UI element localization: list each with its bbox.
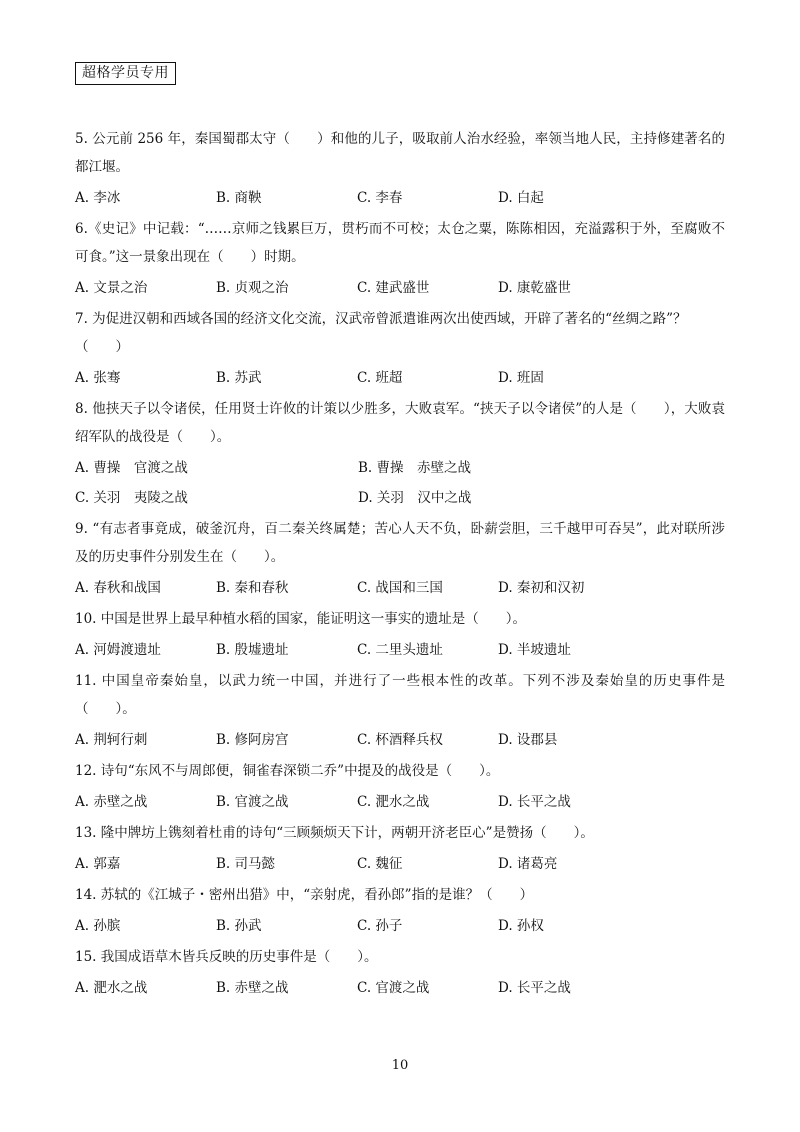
option-row (75, 725, 725, 755)
option-row (75, 363, 725, 393)
option-a: A. 孙膑 (75, 918, 121, 934)
option-c: C. 二里头遗址 (357, 642, 443, 658)
option-b: B. 修阿房宫 (216, 732, 289, 748)
question-7 (75, 305, 725, 393)
option-c: C. 班超 (357, 370, 403, 386)
option-row (75, 573, 725, 603)
option-c: C. 关羽 夷陵之战 (75, 490, 188, 506)
question-stem: 15. 我国成语草木皆兵反映的历史事件是（ ）。 (75, 949, 378, 965)
question-stem: 8. 他挟天子以令诸侯，任用贤士许攸的计策以少胜多，大败袁军。“挟天子以令诸侯”的人是（ ），大败袁绍军队的战役是（ ）。 (75, 401, 725, 445)
option-a: A. 河姆渡遗址 (75, 642, 161, 658)
question-14 (75, 881, 725, 941)
option-b: B. 赤壁之战 (216, 980, 289, 996)
option-b: B. 司马懿 (216, 856, 276, 872)
option-b: B. 孙武 (216, 918, 262, 934)
option-a: A. 文景之治 (75, 280, 148, 296)
option-d: D. 康乾盛世 (498, 280, 571, 296)
option-b: B. 殷墟遗址 (216, 642, 289, 658)
option-b: B. 贞观之治 (216, 280, 289, 296)
option-row (75, 911, 725, 941)
option-row (75, 849, 725, 879)
option-row (75, 973, 725, 1003)
question-9 (75, 515, 725, 603)
option-d: D. 孙权 (498, 918, 544, 934)
question-12 (75, 757, 725, 817)
option-d: D. 班固 (498, 370, 544, 386)
option-c: C. 孙子 (357, 918, 403, 934)
option-a: A. 郭嘉 (75, 856, 121, 872)
option-a: A. 淝水之战 (75, 980, 148, 996)
question-stem: 9. “有志者事竟成，破釜沉舟，百二秦关终属楚；苦心人天不负，卧薪尝胆，三千越甲可吞吴”，此对联所涉及的历史事件分别发生在（ ）。 (75, 521, 725, 565)
option-d: D. 诸葛亮 (498, 856, 558, 872)
option-d: D. 长平之战 (498, 794, 571, 810)
question-stem: 7. 为促进汉朝和西域各国的经济文化交流，汉武帝曾派遣谁两次出使西域，开辟了著名的“丝绸之路”？ (75, 311, 687, 327)
option-b: B. 苏武 (216, 370, 262, 386)
answer-blank: （ ） (75, 339, 129, 355)
question-13 (75, 819, 725, 879)
option-row (75, 183, 725, 213)
question-8 (75, 395, 725, 513)
question-stem: 12. 诗句“东风不与周郎便，铜雀春深锁二乔”中提及的战役是（ ）。 (75, 763, 500, 779)
option-c: C. 杯酒释兵权 (357, 732, 443, 748)
option-c: C. 淝水之战 (357, 794, 430, 810)
option-b: B. 曹操 赤壁之战 (358, 460, 472, 476)
option-a: A. 荆轲行刺 (75, 732, 148, 748)
option-d: D. 长平之战 (498, 980, 571, 996)
option-b: B. 秦和春秋 (216, 580, 289, 596)
question-list (75, 125, 725, 1005)
option-row (75, 273, 725, 303)
option-row (75, 635, 725, 665)
option-c: C. 官渡之战 (357, 980, 430, 996)
question-6 (75, 215, 725, 303)
question-stem: 6.《史记》中记载：“……京师之钱累巨万，贯朽而不可校；太仓之粟，陈陈相因，充溢露积于外，至腐败不可食。”这一景象出现在（ ）时期。 (75, 221, 725, 265)
option-grid (75, 453, 725, 513)
option-d: D. 关羽 汉中之战 (358, 490, 472, 506)
question-stem: 11. 中国皇帝秦始皇，以武力统一中国，并进行了一些根本性的改革。下列不涉及秦始皇的历史事件是（ ）。 (75, 673, 725, 717)
option-a: A. 曹操 官渡之战 (75, 460, 188, 476)
option-c: C. 战国和三国 (357, 580, 443, 596)
question-stem: 13. 隆中牌坊上镌刻着杜甫的诗句“三顾频烦天下计，两朝开济老臣心”是赞扬（ ）。 (75, 825, 594, 841)
option-d: D. 秦初和汉初 (498, 580, 585, 596)
page-number: 10 (391, 1058, 409, 1073)
option-c: C. 李春 (357, 190, 403, 206)
option-b: B. 商鞅 (216, 190, 262, 206)
option-c: C. 魏征 (357, 856, 403, 872)
question-5 (75, 125, 725, 213)
question-11 (75, 667, 725, 755)
question-10 (75, 605, 725, 665)
option-b: B. 官渡之战 (216, 794, 289, 810)
option-a: A. 赤壁之战 (75, 794, 148, 810)
option-a: A. 春秋和战国 (75, 580, 161, 596)
question-stem: 5. 公元前 256 年，秦国蜀郡太守（ ）和他的儿子，吸取前人治水经验，率领当地人民，主持修建著名的都江堰。 (75, 131, 725, 175)
question-stem: 14. 苏轼的《江城子・密州出猎》中，“亲射虎，看孙郎”指的是谁？（ ） (75, 887, 534, 903)
question-15 (75, 943, 725, 1003)
student-only-badge: 超格学员专用 (75, 62, 176, 85)
option-c: C. 建武盛世 (357, 280, 430, 296)
question-stem: 10. 中国是世界上最早种植水稻的国家，能证明这一事实的遗址是（ ）。 (75, 611, 527, 627)
option-d: D. 半坡遗址 (498, 642, 571, 658)
option-a: A. 李冰 (75, 190, 121, 206)
option-d: D. 白起 (498, 190, 544, 206)
option-d: D. 设郡县 (498, 732, 558, 748)
option-a: A. 张骞 (75, 370, 121, 386)
option-row (75, 787, 725, 817)
